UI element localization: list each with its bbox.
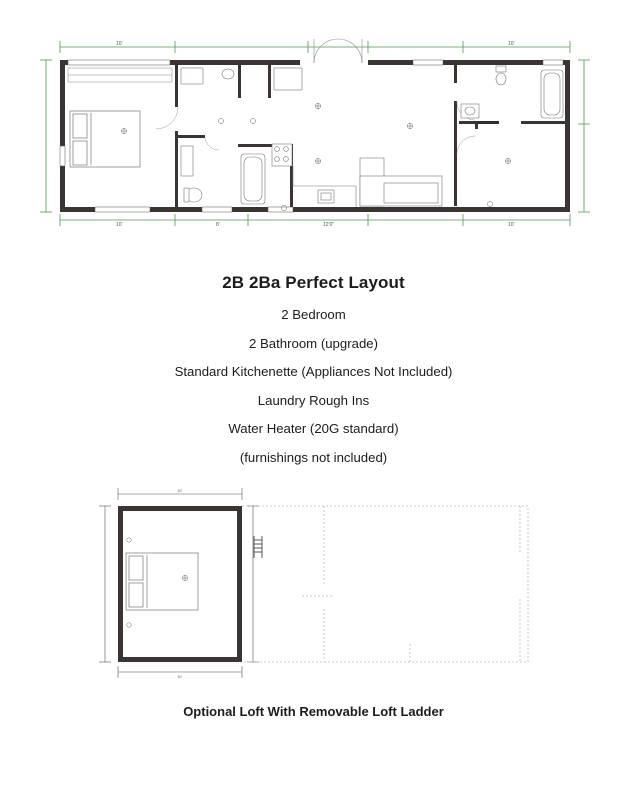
- laundry-area: [274, 68, 302, 90]
- loft-floor-plan: [96, 484, 536, 684]
- svg-text:8': 8': [216, 222, 220, 228]
- loft-caption: Optional Loft With Removable Loft Ladder: [183, 704, 444, 719]
- svg-text:10': 10': [177, 488, 183, 493]
- door-swings: [156, 101, 475, 154]
- svg-text:10': 10': [116, 41, 123, 47]
- svg-text:10': 10': [177, 674, 183, 679]
- feature-item: Water Heater (20G standard): [228, 421, 399, 437]
- entry-door: [314, 39, 362, 63]
- feature-item: Standard Kitchenette (Appliances Not Included): [174, 364, 453, 380]
- svg-text:12'0": 12'0": [323, 222, 335, 228]
- closet-bed-1: [68, 68, 172, 82]
- loft-ladder: [254, 536, 262, 558]
- bed-1: [70, 111, 140, 167]
- svg-text:10': 10': [508, 222, 515, 228]
- bathroom-2-fixtures: [241, 154, 265, 204]
- floor-below-outline: [242, 506, 528, 662]
- page-title: 2B 2Ba Perfect Layout: [222, 273, 405, 292]
- bathroom-3-fixtures: [461, 66, 563, 118]
- loft-bed: [126, 553, 198, 610]
- kitchen: [272, 144, 356, 207]
- ceiling-lights: [121, 103, 511, 211]
- feature-item: (furnishings not included): [239, 449, 388, 465]
- feature-list: [0, 305, 627, 477]
- main-floor-plan: [38, 36, 594, 232]
- wall-heater: [478, 121, 498, 124]
- svg-text:10': 10': [116, 222, 123, 228]
- feature-item: 2 Bathroom (upgrade): [248, 335, 379, 351]
- svg-text:10': 10': [508, 41, 515, 47]
- feature-item: Laundry Rough Ins: [257, 392, 370, 408]
- feature-item: 2 Bedroom: [281, 307, 346, 322]
- sofa: [360, 158, 442, 206]
